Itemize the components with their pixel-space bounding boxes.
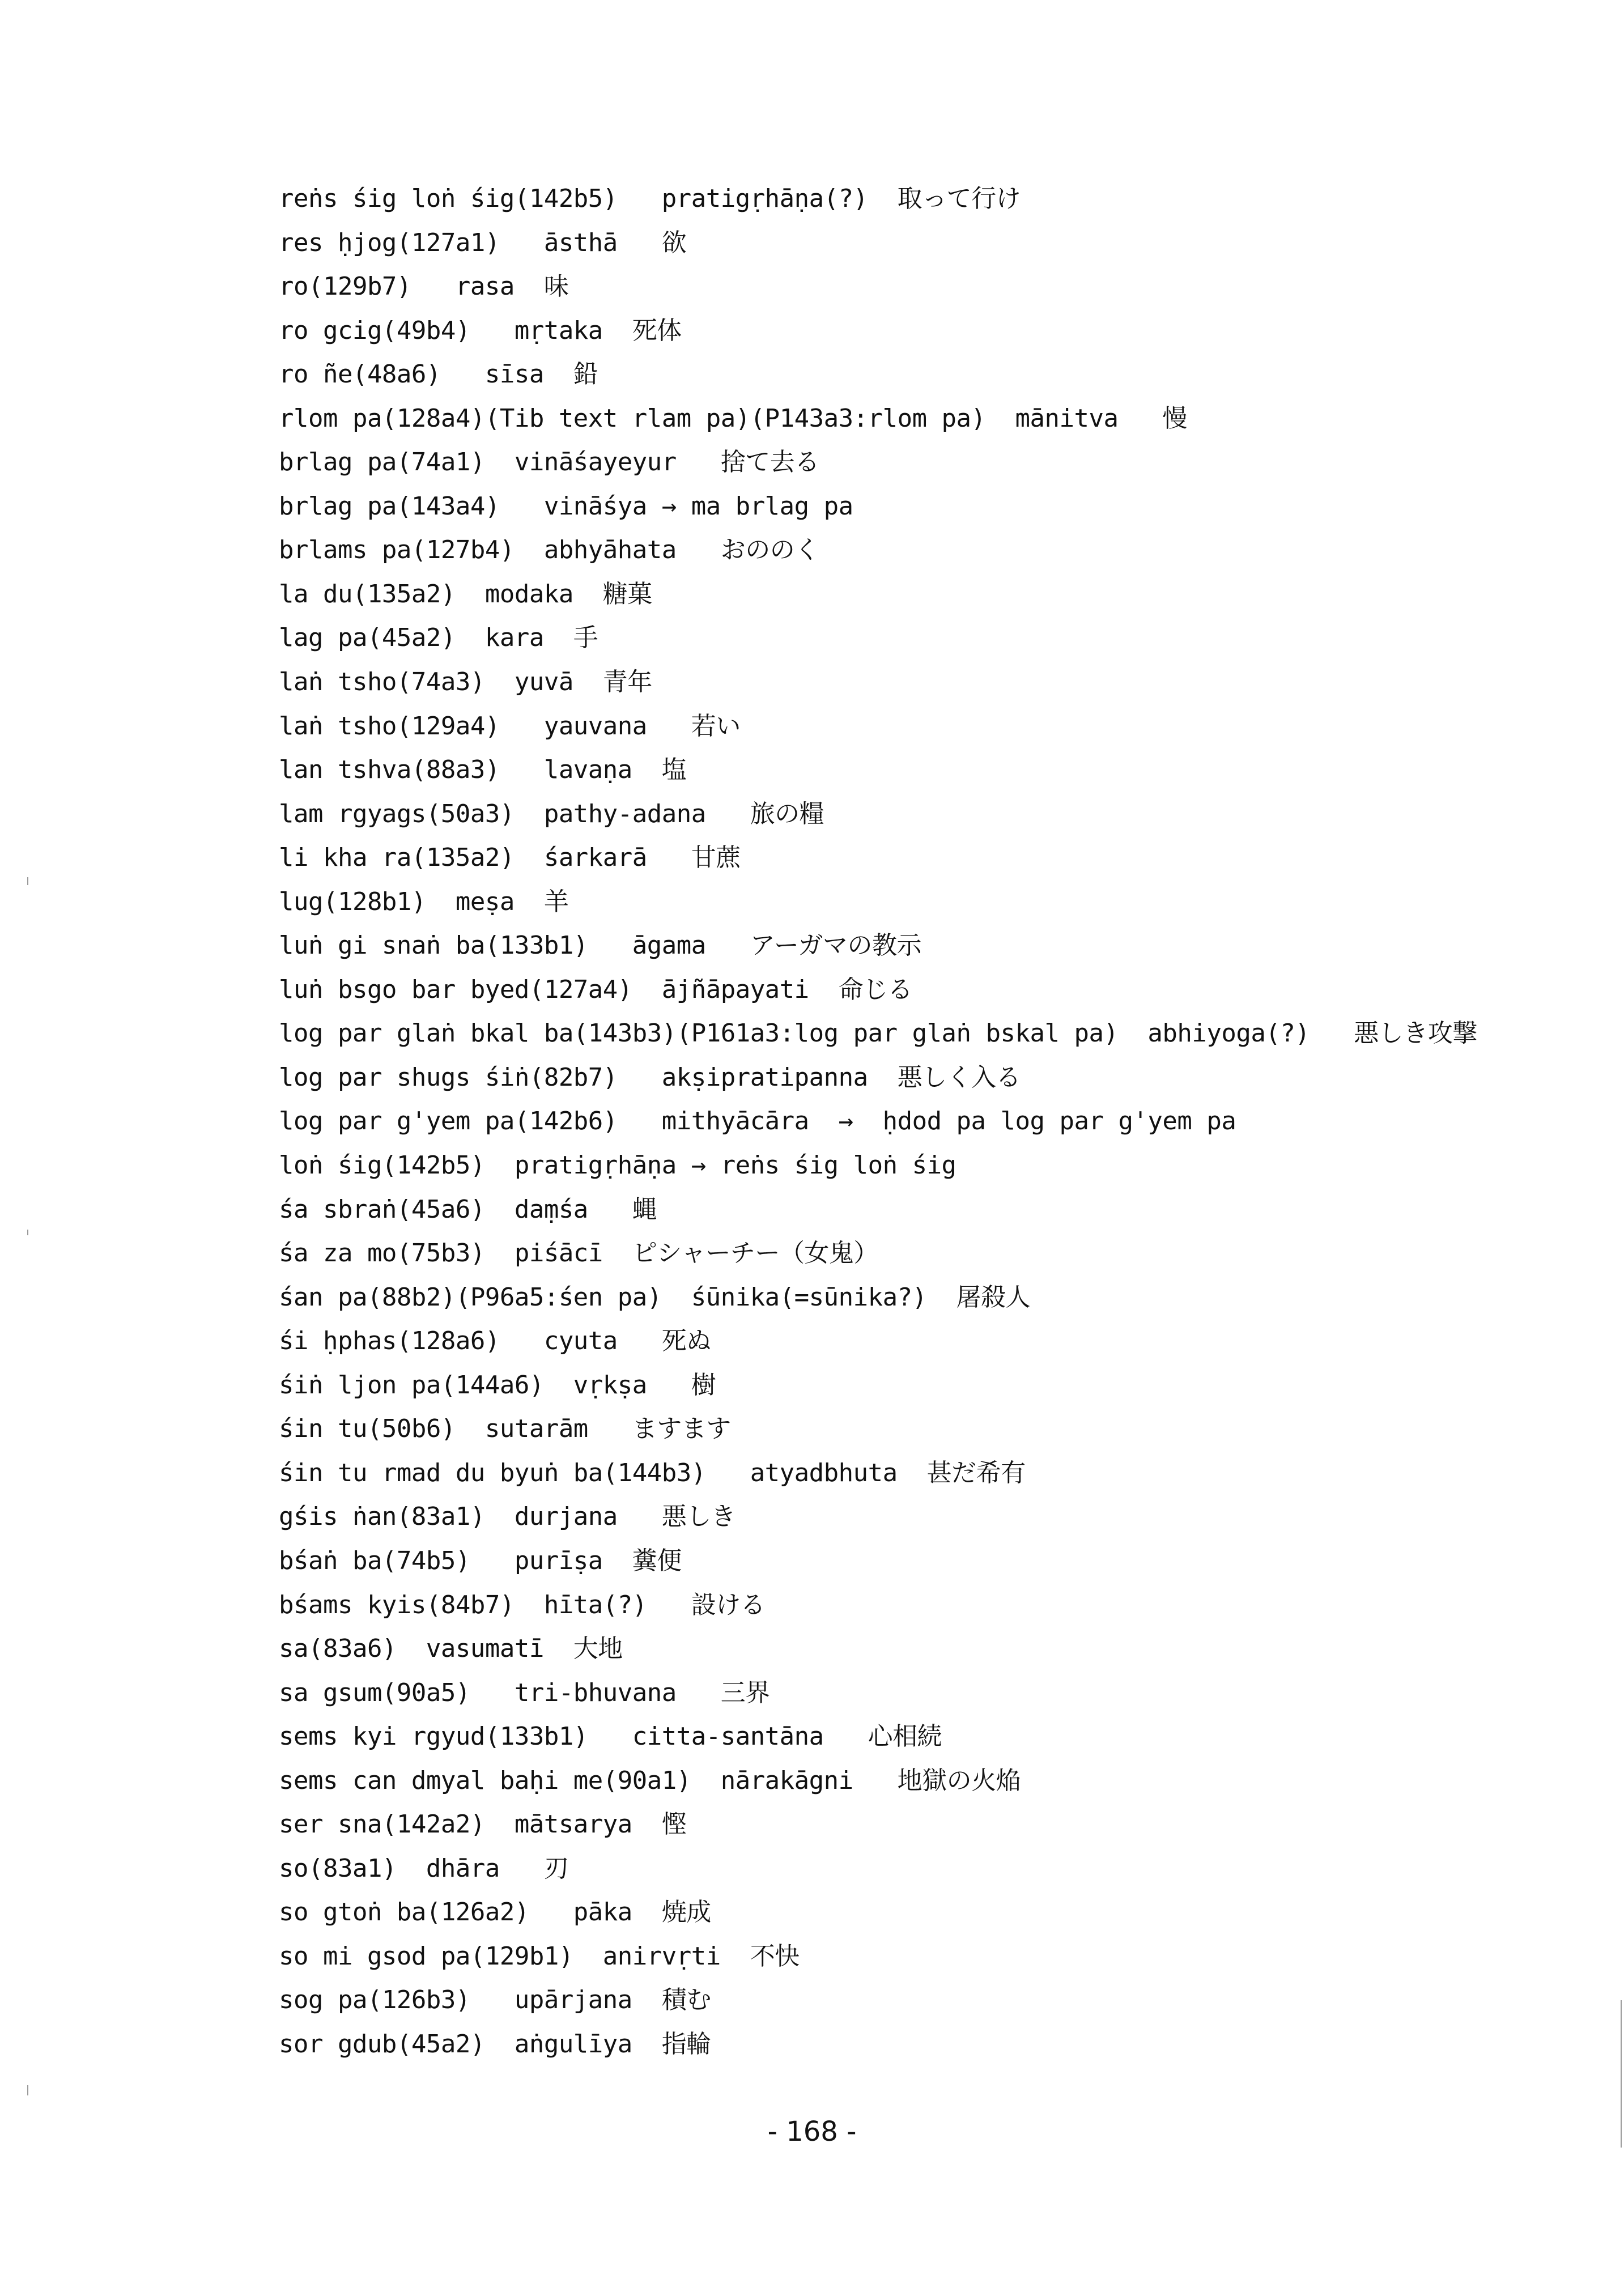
dictionary-entry: sa gsum(90a5) tri-bhuvana 三界 bbox=[279, 1678, 770, 1707]
dictionary-entry: sor gdub(45a2) aṅgulīya 指輪 bbox=[279, 2029, 711, 2059]
dictionary-entry: luṅ bsgo bar byed(127a4) ājñāpayati 命じる bbox=[279, 975, 913, 1004]
dictionary-entry: ro(129b7) rasa 味 bbox=[279, 272, 569, 301]
dictionary-entry: laṅ tsho(129a4) yauvana 若い bbox=[279, 711, 741, 741]
scan-mark-left-2 bbox=[27, 1230, 28, 1235]
dictionary-entry: log par shugs śiṅ(82b7) akṣipratipanna 悪しく入る bbox=[279, 1062, 1021, 1092]
dictionary-entry: gśis ṅan(83a1) durjana 悪しき bbox=[279, 1502, 736, 1532]
dictionary-entry: so mi gsod pa(129b1) anirvṛti 不快 bbox=[279, 1941, 800, 1971]
dictionary-entry: śan pa(88b2)(P96a5:śen pa) śūnika(=sūnika?) 屠殺人 bbox=[279, 1282, 1031, 1312]
page-number: - 168 - bbox=[767, 2116, 857, 2148]
dictionary-entry: lug(128b1) meṣa 羊 bbox=[279, 887, 569, 916]
dictionary-entry: sa(83a6) vasumatī 大地 bbox=[279, 1634, 623, 1664]
dictionary-entry: loṅ śig(142b5) pratigṛhāṇa → reṅs śig loṅ śig bbox=[279, 1151, 956, 1180]
dictionary-entry: bśaṅ ba(74b5) purīṣa 糞便 bbox=[279, 1546, 682, 1575]
dictionary-entry: śi ḥphas(128a6) cyuta 死ぬ bbox=[279, 1326, 711, 1356]
dictionary-entry: ro ñe(48a6) sīsa 鉛 bbox=[279, 360, 598, 389]
dictionary-entry: sems can dmyal baḥi me(90a1) nārakāgni 地獄の火焔 bbox=[279, 1766, 1021, 1795]
dictionary-entry: lam rgyags(50a3) pathy-adana 旅の糧 bbox=[279, 799, 824, 828]
dictionary-entry: luṅ gi snaṅ ba(133b1) āgama アーガマの教示 bbox=[279, 931, 921, 960]
dictionary-entry: li kha ra(135a2) śarkarā 甘蔗 bbox=[279, 843, 741, 873]
dictionary-entry: sog pa(126b3) upārjana 積む bbox=[279, 1985, 711, 2015]
dictionary-entry: lan tshva(88a3) lavaṇa 塩 bbox=[279, 755, 687, 785]
dictionary-entry: bśams kyis(84b7) hīta(?) 設ける bbox=[279, 1590, 766, 1619]
dictionary-entry: ser sna(142a2) mātsarya 慳 bbox=[279, 1810, 687, 1839]
dictionary-entry: brlag pa(143a4) vināśya → ma brlag pa bbox=[279, 491, 853, 521]
dictionary-entry: śin tu rmad du byuṅ ba(144b3) atyadbhuta 甚だ希有 bbox=[279, 1458, 1026, 1487]
dictionary-entry: laṅ tsho(74a3) yuvā 青年 bbox=[279, 667, 652, 697]
dictionary-entry: lag pa(45a2) kara 手 bbox=[279, 623, 598, 653]
dictionary-entry: śiṅ ljon pa(144a6) vṛkṣa 樹 bbox=[279, 1370, 716, 1400]
dictionary-entry: śin tu(50b6) sutarām ますます bbox=[279, 1414, 731, 1444]
dictionary-entry: so gtoṅ ba(126a2) pāka 焼成 bbox=[279, 1898, 711, 1927]
dictionary-entry: log par g'yem pa(142b6) mithyācāra → ḥdod pa log par g'yem pa bbox=[279, 1107, 1236, 1136]
dictionary-entry: brlag pa(74a1) vināśayeyur 捨て去る bbox=[279, 448, 819, 477]
dictionary-entry: log par glaṅ bkal ba(143b3)(P161a3:log par glaṅ bskal pa) abhiyoga(?) 悪しき攻撃 bbox=[279, 1019, 1477, 1048]
scan-mark-left-1 bbox=[27, 877, 28, 885]
dictionary-entry: sems kyi rgyud(133b1) citta-santāna 心相続 bbox=[279, 1722, 942, 1751]
dictionary-entry: śa za mo(75b3) piśācī ピシャーチー（女鬼） bbox=[279, 1239, 878, 1268]
dictionary-entry: res ḥjog(127a1) āsthā 欲 bbox=[279, 228, 687, 257]
dictionary-entry: brlams pa(127b4) abhyāhata おののく bbox=[279, 535, 819, 565]
dictionary-entry: reṅs śig loṅ śig(142b5) pratigṛhāṇa(?) 取って行け bbox=[279, 184, 1021, 213]
dictionary-entry: la du(135a2) modaka 糖菓 bbox=[279, 579, 652, 609]
dictionary-entry: rlom pa(128a4)(Tib text rlam pa)(P143a3:rlom pa) mānitva 慢 bbox=[279, 403, 1187, 433]
dictionary-entry: ro gcig(49b4) mṛtaka 死体 bbox=[279, 316, 682, 345]
entry-list bbox=[279, 177, 1554, 2067]
dictionary-entry: so(83a1) dhāra 刃 bbox=[279, 1853, 569, 1883]
dictionary-entry: śa sbraṅ(45a6) daṃśa 蝿 bbox=[279, 1194, 657, 1224]
scan-mark-left-3 bbox=[27, 2085, 28, 2095]
